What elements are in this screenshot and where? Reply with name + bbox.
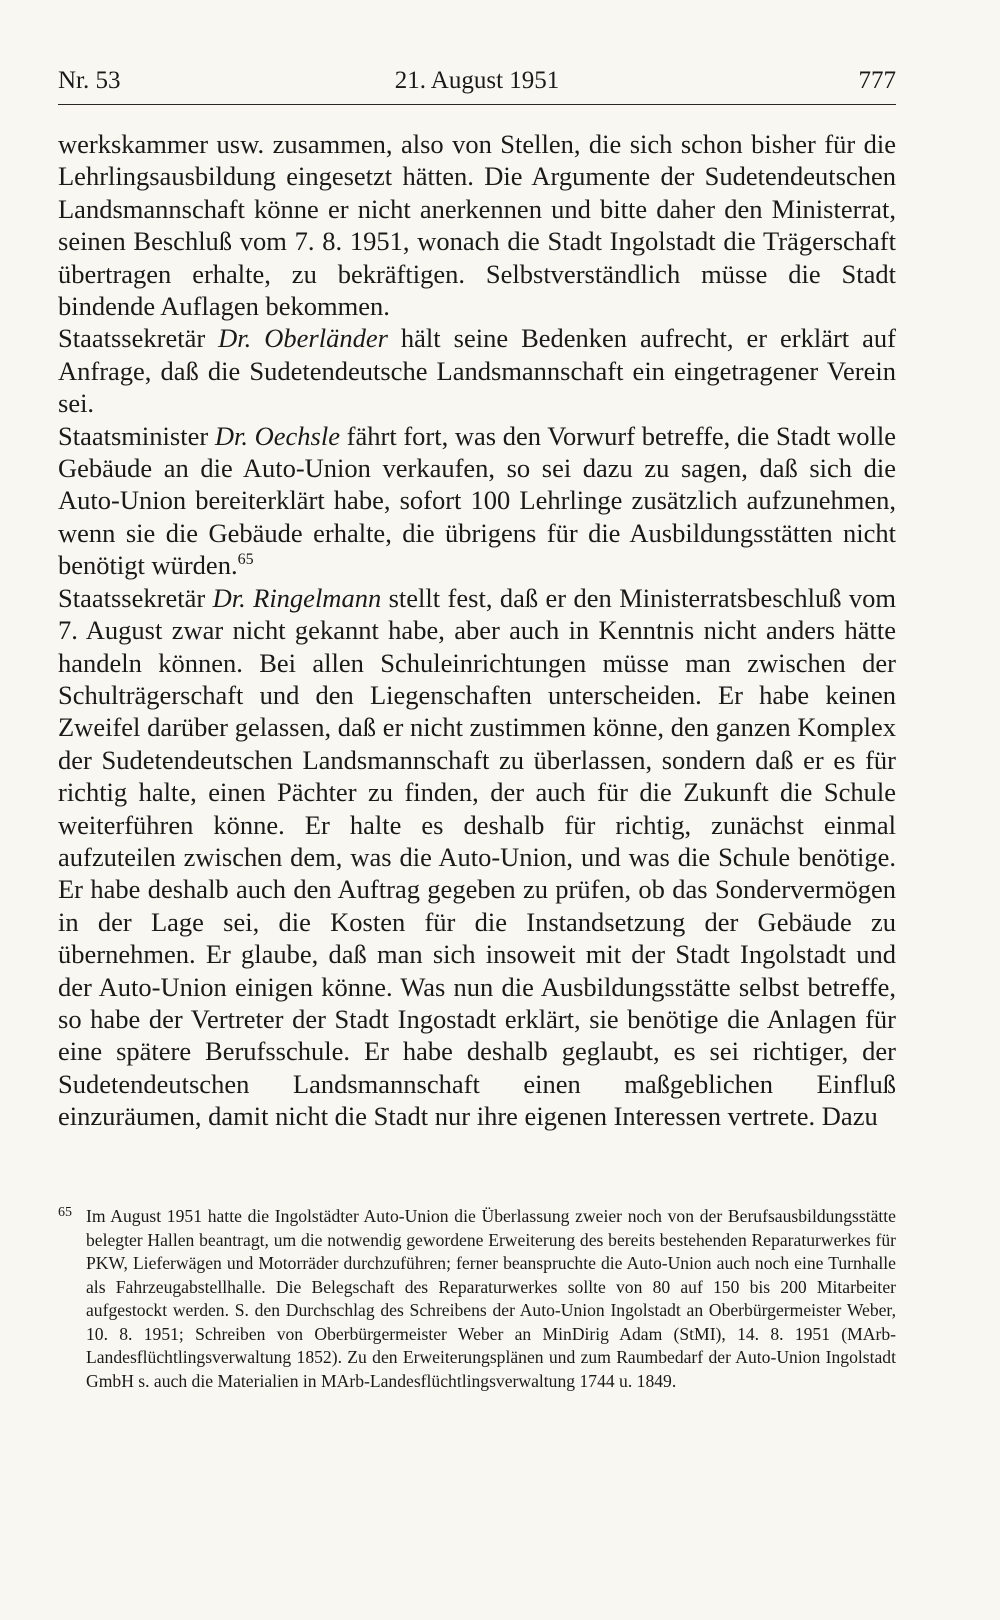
speaker-name: Dr. Ringelmann <box>212 582 382 613</box>
paragraph <box>58 322 896 419</box>
paragraph-text: hält seine Bedenken aufrecht, er erklärt auf Anfrage, daß die Sudetendeutsche Landsmannschaft ein eingetragener Verein sei. <box>58 323 896 419</box>
paragraph <box>58 128 896 322</box>
page-number: 777 <box>858 67 896 94</box>
paragraph <box>58 420 896 582</box>
speaker-name: Dr. Oberländer <box>218 323 388 354</box>
speaker-title: Staatssekretär <box>58 323 219 354</box>
paragraph-text: werkskammer usw. zusammen, also von Stellen, die sich schon bisher für die Lehrlingsausbildung eingesetzt hätten. Die Argumente der Sudetendeutschen Landsmannschaft könne er nicht anerkennen und bitte daher den Ministerrat, seinen Beschluß vom 7. 8. 1951, wonach die Stadt Ingolstadt die Trägerschaft übertragen erhalte, zu bekräftigen. Selbstverständlich müsse die Stadt bindende Auflagen bekommen. <box>58 129 896 322</box>
header-date: 21. August 1951 <box>394 67 560 94</box>
main-text <box>58 128 896 1133</box>
speaker-title: Staatssekretär <box>58 582 213 613</box>
footnote-reference[interactable]: 65 <box>237 551 254 569</box>
footnote <box>58 1205 896 1393</box>
footnote-text: Im August 1951 hatte die Ingolstädter Auto-Union die Überlassung zweier noch von der Berufsausbildungsstätte belegter Hallen beantragt, um die notwendig gewordene Erweiterung des bereits bestehenden Reparaturwerkes für PKW, Lieferwägen und Motorräder durchzuführen; ferner beanspruchte die Auto-Union auch noch eine Turnhalle als Fahrzeugabstellhalle. Die Belegschaft des Reparaturwerkes sollte von 80 auf 150 bis 200 Mitarbeiter aufgestockt werden. S. den Durchschlag des Schreibens der Auto-Union Ingolstadt an Oberbürgermeister Weber, 10. 8. 1951; Schreiben von Oberbürgermeister Weber an MinDirig Adam (StMI), 14. 8. 1951 (MArb-Landesflüchtlingsverwaltung 1852). Zu den Erweiterungsplänen und zum Raumbedarf der Auto-Union Ingolstadt GmbH s. auch die Materialien in MArb-Landesflüchtlingsverwaltung 1744 u. 1849. <box>86 1206 896 1391</box>
paragraph-text: stellt fest, daß er den Ministerratsbeschluß vom 7. August zwar nicht gekannt habe, aber auch in Kenntnis nicht anders hätte handeln können. Bei allen Schuleinrichtungen müsse man zwischen der Schulträgerschaft und den Liegenschaften unterscheiden. Er habe keinen Zweifel darüber gelassen, daß er nicht zustimmen könne, den ganzen Komplex der Sudetendeutschen Landsmannschaft zu überlassen, sondern daß er es für richtig halte, einen Pächter zu finden, der auch für die Zukunft die Schule weiterführen könne. Er halte es deshalb für richtig, zunächst einmal aufzuteilen zwischen dem, was die Auto-Union, und was die Schule benötige. Er habe deshalb auch den Auftrag gegeben zu prüfen, ob das Sondervermögen in der Lage sei, die Kosten für die Instandsetzung der Gebäude zu übernehmen. Er glaube, daß man sich insoweit mit der Stadt Ingolstadt und der Auto-Union einigen könne. Was nun die Ausbildungsstätte selbst betreffe, so habe der Vertreter der Stadt Ingostadt erklärt, sie benötige die Anlagen für eine spätere Berufsschule. Er habe deshalb geglaubt, es sei richtiger, der Sudetendeutschen Landsmannschaft einen maßgeblichen Einfluß einzuräumen, damit nicht die Stadt nur ihre eigenen Interessen vertrete. Dazu <box>58 582 896 1132</box>
paragraph-text: fährt fort, was den Vorwurf betreffe, die Stadt wolle Gebäude an die Auto-Union verkaufen, so sei dazu zu sagen, daß sich die Auto-Union bereiterklärt habe, sofort 100 Lehrlinge zusätzlich aufzunehmen, wenn sie die Gebäude erhalte, die übrigens für die Ausbildungsstätten nicht benötigt würden. <box>58 420 896 581</box>
document-number: Nr. 53 <box>58 67 121 94</box>
footnote-mark: 65 <box>58 1205 72 1220</box>
speaker-title: Staatsminister <box>58 420 215 451</box>
speaker-name: Dr. Oechsle <box>214 420 340 451</box>
running-header <box>58 64 896 105</box>
paragraph <box>58 582 896 1133</box>
